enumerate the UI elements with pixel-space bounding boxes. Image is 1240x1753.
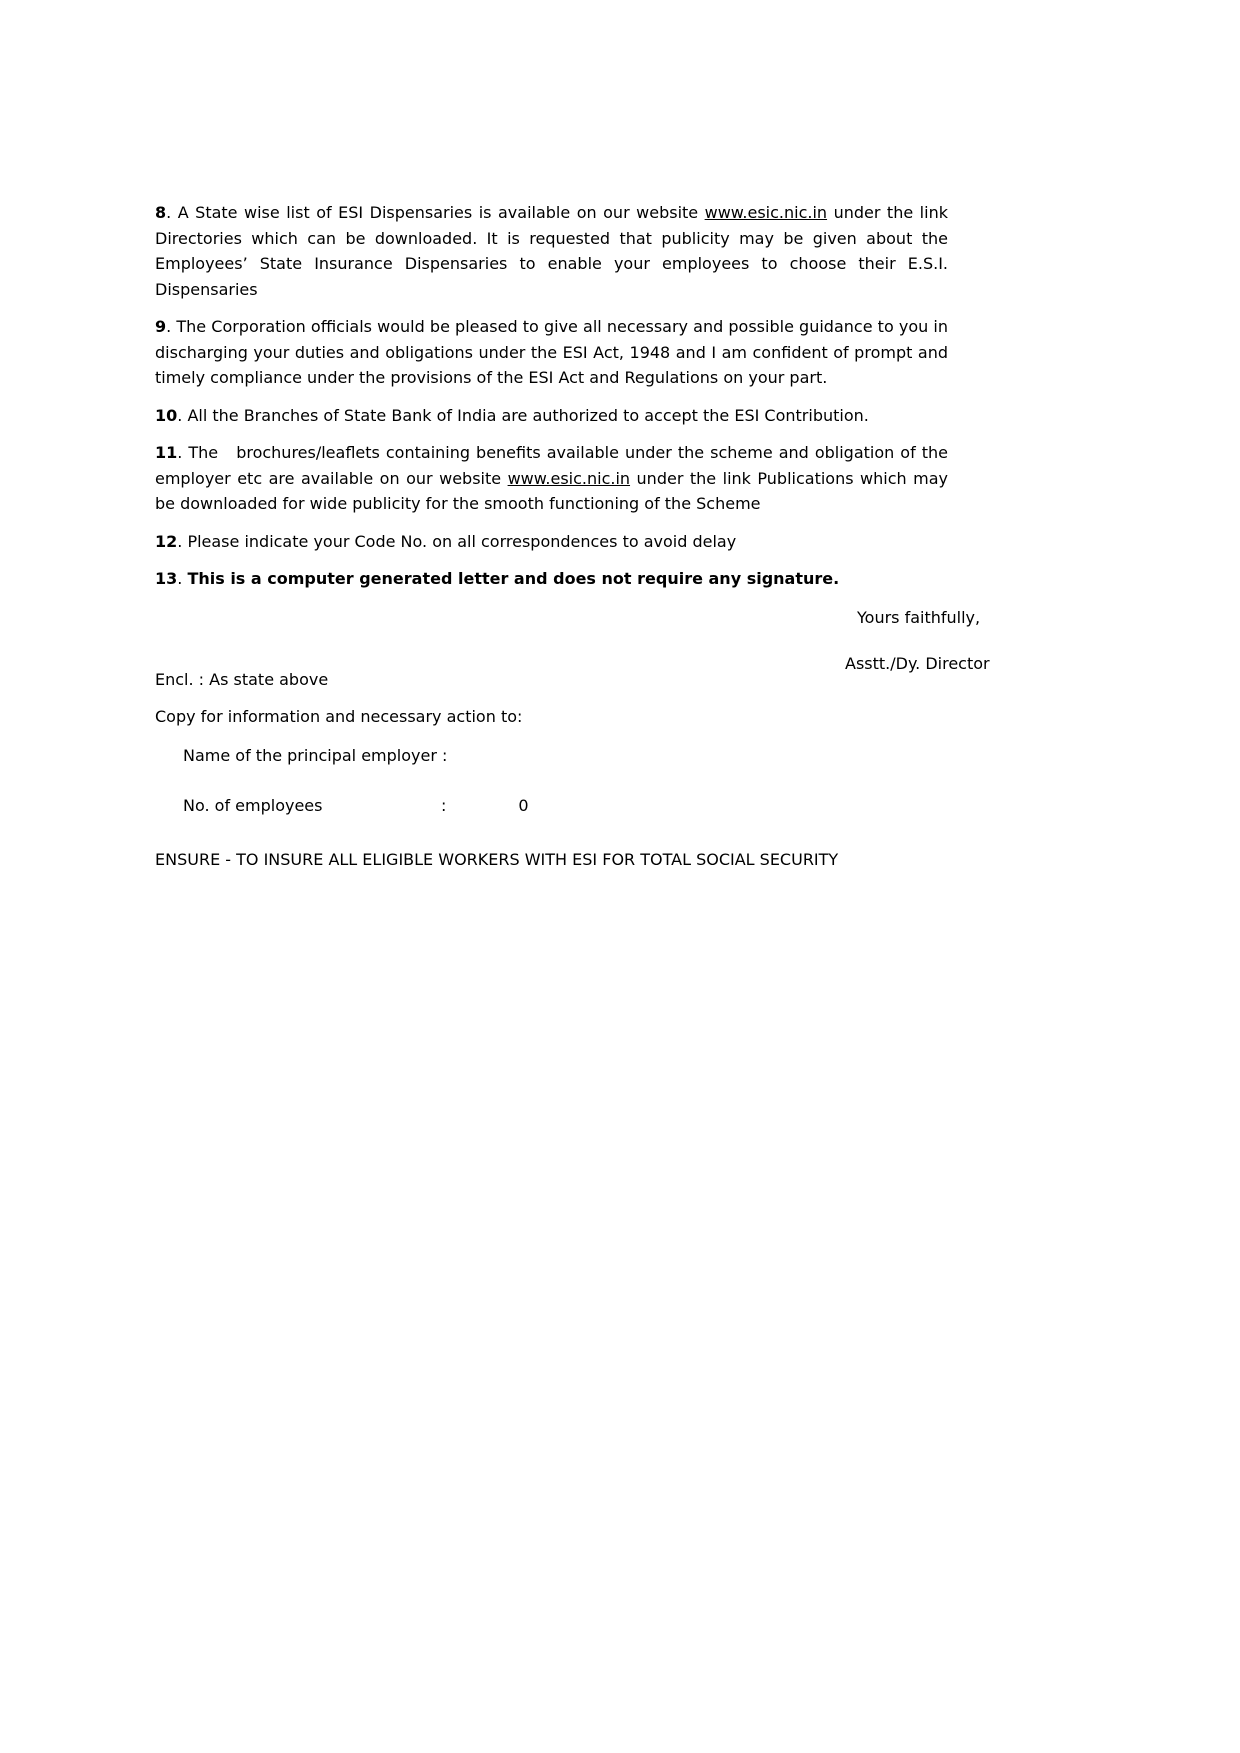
paragraph-11-number: 11 — [155, 443, 178, 462]
paragraph-11-line-1 — [155, 440, 948, 466]
paragraph-12 — [155, 529, 948, 555]
paragraph-9-text: . The Corporation officials would be pleased to give all necessary and possible guidance to you in — [166, 317, 948, 336]
copy-for-information-line: Copy for information and necessary action to: — [155, 707, 523, 726]
esi-slogan: ENSURE - TO INSURE ALL ELIGIBLE WORKERS WITH ESI FOR TOTAL SOCIAL SECURITY — [155, 849, 839, 869]
paragraph-8-text: . A State wise list of ESI Dispensaries is available on our website — [166, 203, 699, 222]
paragraph-9-number: 9 — [155, 317, 167, 336]
employee-count-value: 0 — [518, 796, 529, 815]
paragraph-9-line-2: discharging your duties and obligations under the ESI Act, 1948 and I am confident of prompt and — [155, 342, 948, 362]
esic-website-link-2[interactable]: www.esic.nic.in — [507, 468, 631, 488]
paragraph-12-text: . Please indicate your Code No. on all correspondences to avoid delay — [177, 531, 737, 551]
letter-content — [0, 0, 1240, 872]
paragraph-12-line-1 — [155, 529, 948, 555]
paragraph-11-line-2 — [155, 466, 948, 492]
paragraph-11-text-2-tail: under the link Publications which may — [636, 468, 949, 488]
paragraph-13 — [155, 566, 948, 592]
paragraph-13-number: 13 — [155, 569, 178, 588]
paragraph-11-text: . The brochures/leaflets containing benefits available under the scheme and obligation of the — [177, 443, 948, 462]
employee-count-row — [183, 793, 948, 819]
paragraph-8-line-1 — [155, 200, 948, 226]
paragraph-10-line-1 — [155, 403, 948, 429]
paragraph-8-text-tail: under the link — [833, 203, 948, 222]
paragraph-8-line-2: Directories which can be downloaded. It is requested that publicity may be given about the — [155, 228, 948, 248]
enclosure-line: Encl. : As state above — [155, 669, 329, 689]
paragraph-11-line-3: be downloaded for wide publicity for the smooth functioning of the Scheme — [155, 494, 761, 513]
paragraph-9 — [155, 314, 948, 391]
paragraph-9-line-1 — [155, 314, 948, 340]
paragraph-8 — [155, 200, 948, 302]
signatory-title: Asstt./Dy. Director — [845, 654, 990, 673]
esic-website-link[interactable]: www.esic.nic.in — [704, 203, 828, 222]
paragraph-9-line-3: timely compliance under the provisions of the ESI Act and Regulations on your part. — [155, 368, 828, 387]
paragraph-13-separator: . — [177, 569, 188, 588]
paragraph-12-number: 12 — [155, 531, 178, 551]
paragraph-8-number: 8 — [155, 203, 167, 222]
valediction: Yours faithfully, — [857, 607, 981, 627]
paragraph-11 — [155, 440, 948, 517]
paragraph-8-line-3: Employees’ State Insurance Dispensaries to enable your employees to choose their E.S.I. — [155, 254, 948, 273]
paragraph-13-line-1 — [155, 566, 948, 592]
paragraph-13-text: This is a computer generated letter and does not require any signature. — [187, 569, 840, 588]
paragraph-8-line-4: Dispensaries — [155, 279, 258, 299]
employee-count-label: No. of employees — [183, 796, 323, 815]
paragraph-10 — [155, 403, 948, 429]
employee-count-colon: : — [441, 796, 447, 815]
paragraph-10-number: 10 — [155, 405, 178, 425]
paragraph-10-text: . All the Branches of State Bank of India are authorized to accept the ESI Contribution. — [177, 405, 869, 425]
paragraph-11-text-2: employer etc are available on our website — [155, 468, 502, 488]
principal-employer-name-label: Name of the principal employer : — [183, 745, 448, 765]
